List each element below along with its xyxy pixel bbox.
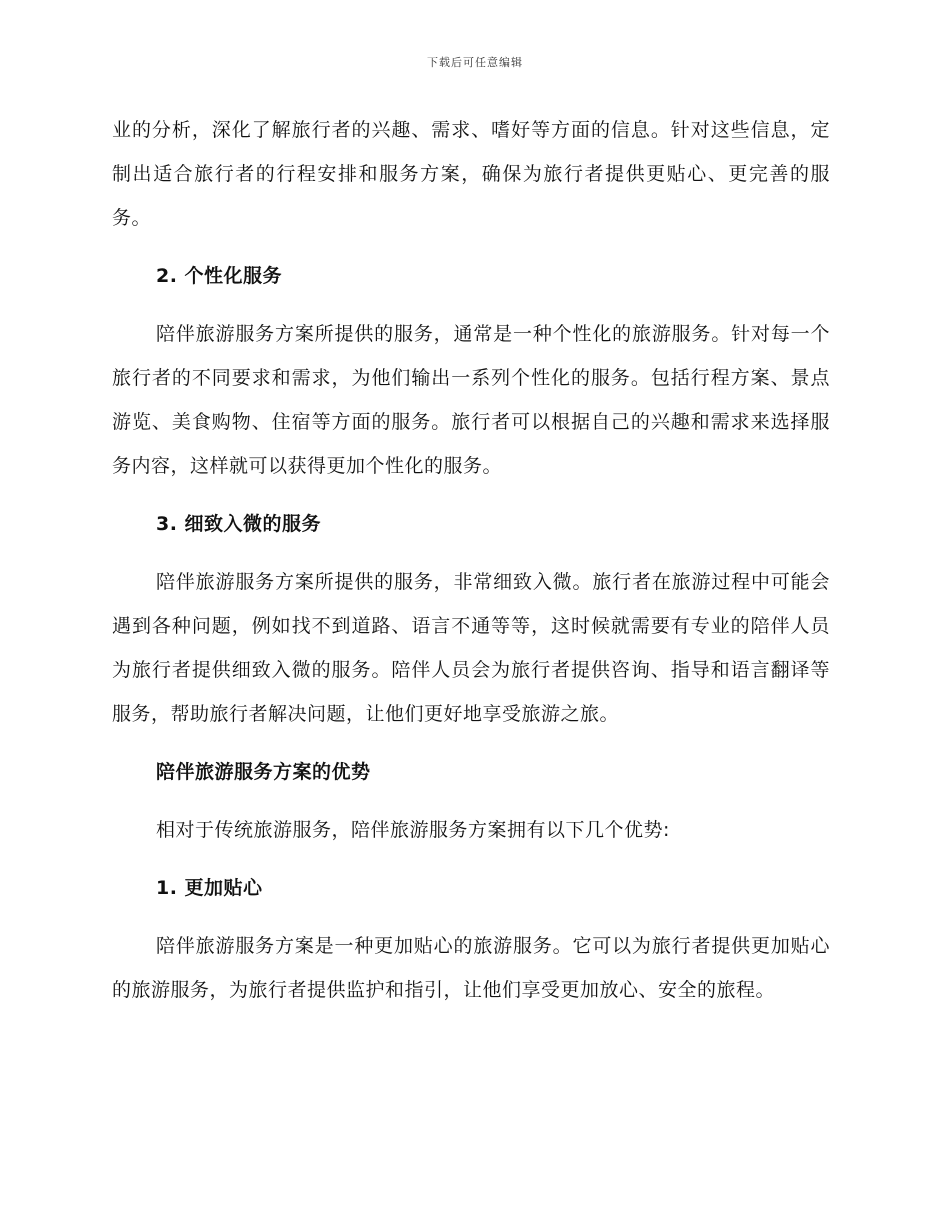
section-heading-personalized-service: 2. 个性化服务	[156, 265, 283, 287]
document-body	[112, 108, 830, 1012]
section-heading-meticulous-service: 3. 细致入微的服务	[156, 513, 322, 535]
paragraph-more-considerate: 陪伴旅游服务方案是一种更加贴心的旅游服务。它可以为旅行者提供更加贴心的旅游服务，为旅行者提供监护和指引，让他们享受更加放心、安全的旅程。	[112, 935, 830, 1001]
page-header: 下载后可任意编辑	[427, 56, 523, 69]
paragraph-personalized-service: 陪伴旅游服务方案所提供的服务，通常是一种个性化的旅游服务。针对每一个旅行者的不同要求和需求，为他们输出一系列个性化的服务。包括行程方案、景点游览、美食购物、住宿等方面的服务。旅行者可以根据自己的兴趣和需求来选择服务内容，这样就可以获得更加个性化的服务。	[112, 323, 830, 477]
section-heading-more-considerate: 1. 更加贴心	[156, 877, 263, 899]
paragraph-meticulous-service: 陪伴旅游服务方案所提供的服务，非常细致入微。旅行者在旅游过程中可能会遇到各种问题，例如找不到道路、语言不通等等，这时候就需要有专业的陪伴人员为旅行者提供细致入微的服务。陪伴人员会为旅行者提供咨询、指导和语言翻译等服务，帮助旅行者解决问题，让他们更好地享受旅游之旅。	[112, 571, 830, 725]
paragraph-advantages-intro: 相对于传统旅游服务，陪伴旅游服务方案拥有以下几个优势:	[156, 819, 670, 841]
section-heading-advantages: 陪伴旅游服务方案的优势	[156, 761, 371, 783]
paragraph-continuation: 业的分析，深化了解旅行者的兴趣、需求、嗜好等方面的信息。针对这些信息，定制出适合旅行者的行程安排和服务方案，确保为旅行者提供更贴心、更完善的服务。	[112, 119, 830, 229]
